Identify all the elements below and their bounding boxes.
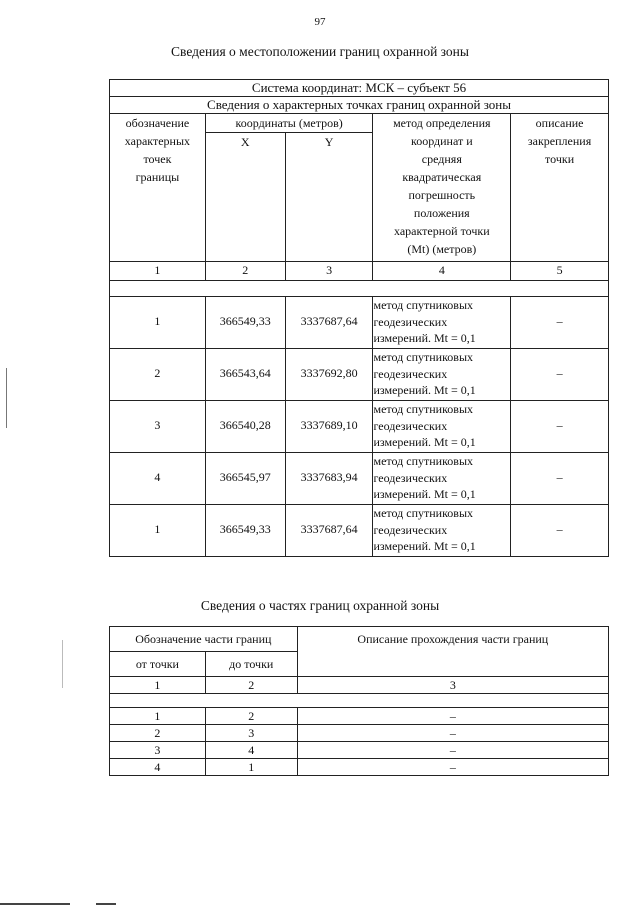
fixation-cell: – (511, 296, 609, 348)
header-designation (110, 114, 206, 262)
fixation-cell: – (511, 400, 609, 452)
fixation-cell: – (511, 452, 609, 504)
fixation-cell: – (511, 504, 609, 556)
header-fixation-line: точки (545, 152, 575, 166)
column-numbers-row (110, 262, 609, 281)
column-number: 1 (110, 262, 206, 281)
header-designation-line: границы (135, 170, 180, 184)
method-line: геодезических (373, 470, 448, 485)
header-method-line: метод определения (393, 116, 491, 130)
coord-x: 366540,28 (205, 400, 285, 452)
table-row (110, 400, 609, 452)
table-row (110, 725, 609, 742)
method-cell (373, 348, 511, 400)
coordinate-system: Система координат: МСК – субъект 56 (110, 80, 609, 97)
column-number: 3 (297, 677, 608, 694)
header-x: X (205, 133, 285, 262)
header-designation-line: характерных (124, 134, 191, 148)
header-fixation-line: описание (535, 116, 584, 130)
header-part: Обозначение части границ (110, 627, 298, 652)
header-fixation-line: закрепления (527, 134, 592, 148)
header-method-line: средняя (421, 152, 462, 166)
point-id: 2 (110, 348, 206, 400)
empty-row (110, 694, 609, 708)
column-number: 3 (285, 262, 373, 281)
coord-y: 3337683,94 (285, 452, 373, 504)
point-id: 3 (110, 400, 206, 452)
method-line: метод спутниковых (373, 402, 474, 417)
method-line: метод спутниковых (373, 454, 474, 469)
method-line: геодезических (373, 314, 448, 329)
table-row (110, 452, 609, 504)
header-to: до точки (205, 652, 297, 677)
coord-x: 366549,33 (205, 504, 285, 556)
table-row (110, 296, 609, 348)
section-title-location: Сведения о местоположении границ охранной зоны (171, 44, 469, 59)
table-row (110, 504, 609, 556)
part-description: – (297, 708, 608, 725)
table-row (110, 708, 609, 725)
column-number: 2 (205, 262, 285, 281)
from-point: 2 (110, 725, 206, 742)
method-line: измерений. Mt = 0,1 (373, 539, 476, 554)
part-description: – (297, 759, 608, 776)
coord-y: 3337689,10 (285, 400, 373, 452)
point-id: 4 (110, 452, 206, 504)
section-title-parts: Сведения о частях границ охранной зоны (200, 598, 440, 613)
header-y: Y (285, 133, 373, 262)
part-description: – (297, 742, 608, 759)
header-method-line: (Mt) (метров) (407, 242, 477, 256)
coord-x: 366545,97 (205, 452, 285, 504)
point-id: 1 (110, 504, 206, 556)
method-line: геодезических (373, 522, 448, 537)
method-line: измерений. Mt = 0,1 (373, 383, 476, 398)
to-point: 4 (205, 742, 297, 759)
header-designation-line: точек (143, 152, 172, 166)
page-number: 97 (314, 16, 326, 28)
header-method (373, 114, 511, 262)
column-number: 2 (205, 677, 297, 694)
method-line: геодезических (373, 418, 448, 433)
column-numbers-row (110, 677, 609, 694)
method-line: измерений. Mt = 0,1 (373, 487, 476, 502)
to-point: 3 (205, 725, 297, 742)
table-row (110, 759, 609, 776)
method-line: измерений. Mt = 0,1 (373, 435, 476, 450)
part-description: – (297, 725, 608, 742)
empty-cell (110, 694, 609, 708)
method-cell (373, 504, 511, 556)
method-line: метод спутниковых (373, 298, 474, 313)
to-point: 2 (205, 708, 297, 725)
table-subtitle-row (110, 97, 609, 114)
header-designation-line: обозначение (125, 116, 190, 130)
header-from: от точки (110, 652, 206, 677)
table-row (110, 348, 609, 400)
table-subtitle: Сведения о характерных точках границ охранной зоны (110, 97, 609, 114)
column-number: 1 (110, 677, 206, 694)
empty-cell (110, 280, 609, 296)
coord-x: 366543,64 (205, 348, 285, 400)
coord-y: 3337687,64 (285, 504, 373, 556)
method-cell (373, 452, 511, 504)
from-point: 1 (110, 708, 206, 725)
to-point: 1 (205, 759, 297, 776)
point-id: 1 (110, 296, 206, 348)
header-description: Описание прохождения части границ (297, 627, 608, 677)
table-row (110, 742, 609, 759)
boundary-parts-table (109, 626, 609, 776)
scan-margin-mark (6, 368, 7, 428)
header-method-line: погрешность (408, 188, 476, 202)
method-line: метод спутниковых (373, 506, 474, 521)
header-row-1 (110, 114, 609, 133)
method-line: метод спутниковых (373, 350, 474, 365)
header-coordinates: координаты (метров) (205, 114, 373, 133)
header-row-1 (110, 627, 609, 652)
coord-x: 366549,33 (205, 296, 285, 348)
header-method-line: квадратическая (402, 170, 482, 184)
characteristic-points-table (109, 79, 609, 557)
method-cell (373, 296, 511, 348)
method-cell (373, 400, 511, 452)
coord-y: 3337687,64 (285, 296, 373, 348)
header-method-line: положения (413, 206, 470, 220)
column-number: 4 (373, 262, 511, 281)
coordinate-system-row (110, 80, 609, 97)
header-method-line: характерной точки (393, 224, 490, 238)
header-fixation (511, 114, 609, 262)
empty-row (110, 280, 609, 296)
method-line: измерений. Mt = 0,1 (373, 331, 476, 346)
method-line: геодезических (373, 366, 448, 381)
from-point: 4 (110, 759, 206, 776)
header-method-line: координат и (410, 134, 473, 148)
fixation-cell: – (511, 348, 609, 400)
coord-y: 3337692,80 (285, 348, 373, 400)
scan-margin-mark (62, 640, 63, 688)
column-number: 5 (511, 262, 609, 281)
from-point: 3 (110, 742, 206, 759)
